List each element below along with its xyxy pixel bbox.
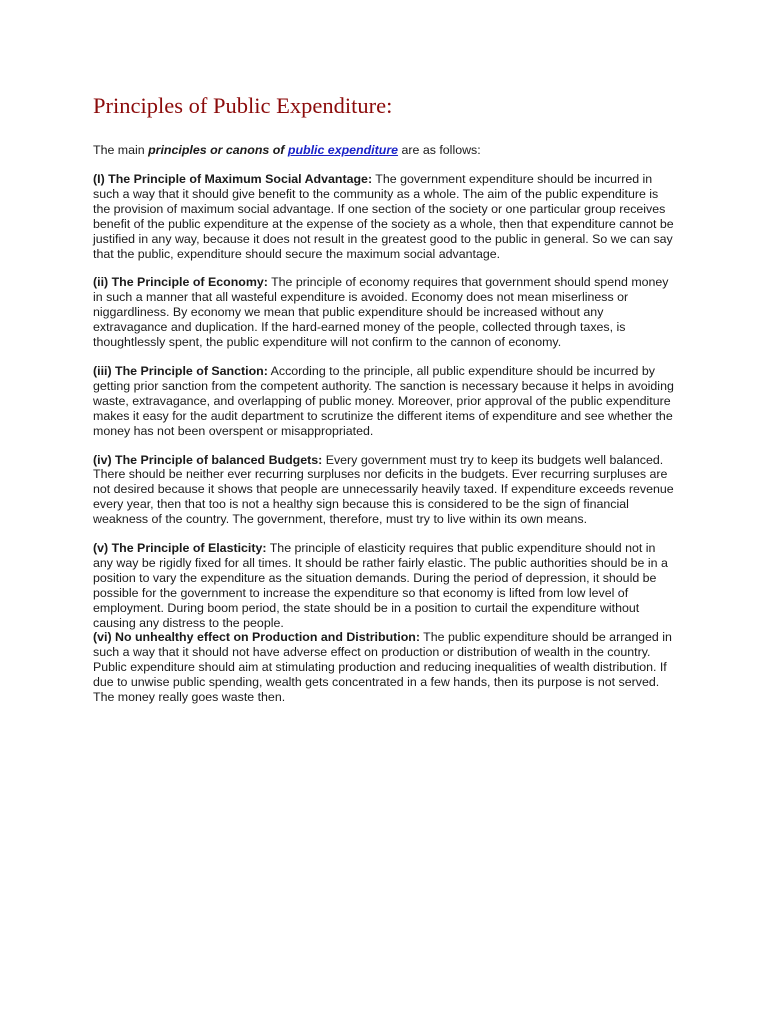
document-page bbox=[93, 92, 678, 719]
principle-paragraph-5 bbox=[93, 541, 678, 630]
principle-heading-2: (ii) The Principle of Economy: bbox=[93, 275, 268, 290]
principle-paragraph-3 bbox=[93, 364, 678, 439]
intro-text-before: The main bbox=[93, 143, 149, 157]
principle-heading-3: (iii) The Principle of Sanction: bbox=[93, 363, 268, 378]
principle-body-6: The public expenditure should be arranged in such a way that it should not have adverse effect on production or distribution of wealth in the country. Public expenditure should aim at stimulating production and reducing inequalities of wealth distribution. If due to unwise public spending, wealth gets concentrated in a few hands, then its purpose is not served. The money really goes waste then. bbox=[93, 630, 672, 705]
principle-body-3: According to the principle, all public expenditure should be incurred by getting prior sanction from the competent authority. The sanction is necessary because it helps in avoiding waste, extravagance, and overlapping of public money. Moreover, prior approval of the public expenditure makes it easy for the audit department to scrutinize the different items of expenditure and see whether the money has not been overspent or misappropriated. bbox=[93, 363, 674, 438]
principle-heading-4: (iv) The Principle of balanced Budgets: bbox=[93, 452, 323, 467]
intro-text-after: are as follows: bbox=[398, 143, 481, 157]
public-expenditure-link[interactable]: public expenditure bbox=[287, 143, 399, 157]
principle-body-2: The principle of economy requires that government should spend money in such a manner that all wasteful expenditure is avoided. Economy does not mean miserliness or niggardliness. By economy we mean that public expenditure should be increased without any extravagance and duplication. If the hard-earned money of the people, collected through taxes, is thoughtlessly spent, the public expenditure will not confirm to the cannon of economy. bbox=[93, 275, 669, 350]
principle-paragraph-4 bbox=[93, 453, 678, 528]
principle-body-5: The principle of elasticity requires that public expenditure should not in any way be rigidly fixed for all times. It should be rather fairly elastic. The public authorities should be in a position to vary the expenditure as the situation demands. During the period of depression, it should be possible for the government to increase the expenditure so that economy is lifted from low level of employment. During boom period, the state should be in a position to curtail the expenditure without causing any distress to the people. bbox=[93, 541, 668, 630]
principle-body-4: Every government must try to keep its budgets well balanced. There should be neither ever recurring surpluses nor deficits in the budgets. Ever recurring surpluses are not desired because it shows that people are unnecessarily heavily taxed. If expenditure exceeds revenue every year, then that too is not a healthy sign because this is considered to be the sign of financial weakness of the country. The government, therefore, must try to live within its own means. bbox=[93, 452, 674, 527]
principle-paragraph-1 bbox=[93, 172, 678, 261]
intro-paragraph bbox=[93, 143, 678, 158]
principle-heading-1: (I) The Principle of Maximum Social Advantage: bbox=[93, 172, 373, 186]
principle-heading-6: (vi) No unhealthy effect on Production and Distribution: bbox=[93, 630, 420, 645]
principle-paragraph-6 bbox=[93, 630, 678, 705]
principle-paragraph-2 bbox=[93, 275, 678, 350]
intro-emphasis: principles or canons of bbox=[148, 143, 285, 157]
principle-body-1: The government expenditure should be incurred in such a way that it should give benefit to the community as a whole. The aim of the public expenditure is the provision of maximum social advantage. If one section of the society or one particular group receives benefit of the public expenditure at the expense of the society as a whole, then that expenditure cannot be justified in any way, because it does not result in the greatest good to the public in general. So we can say that the public, expenditure should secure the maximum social advantage. bbox=[93, 172, 674, 261]
page-title: Principles of Public Expenditure: bbox=[93, 93, 393, 118]
principle-heading-5: (v) The Principle of Elasticity: bbox=[93, 541, 267, 556]
